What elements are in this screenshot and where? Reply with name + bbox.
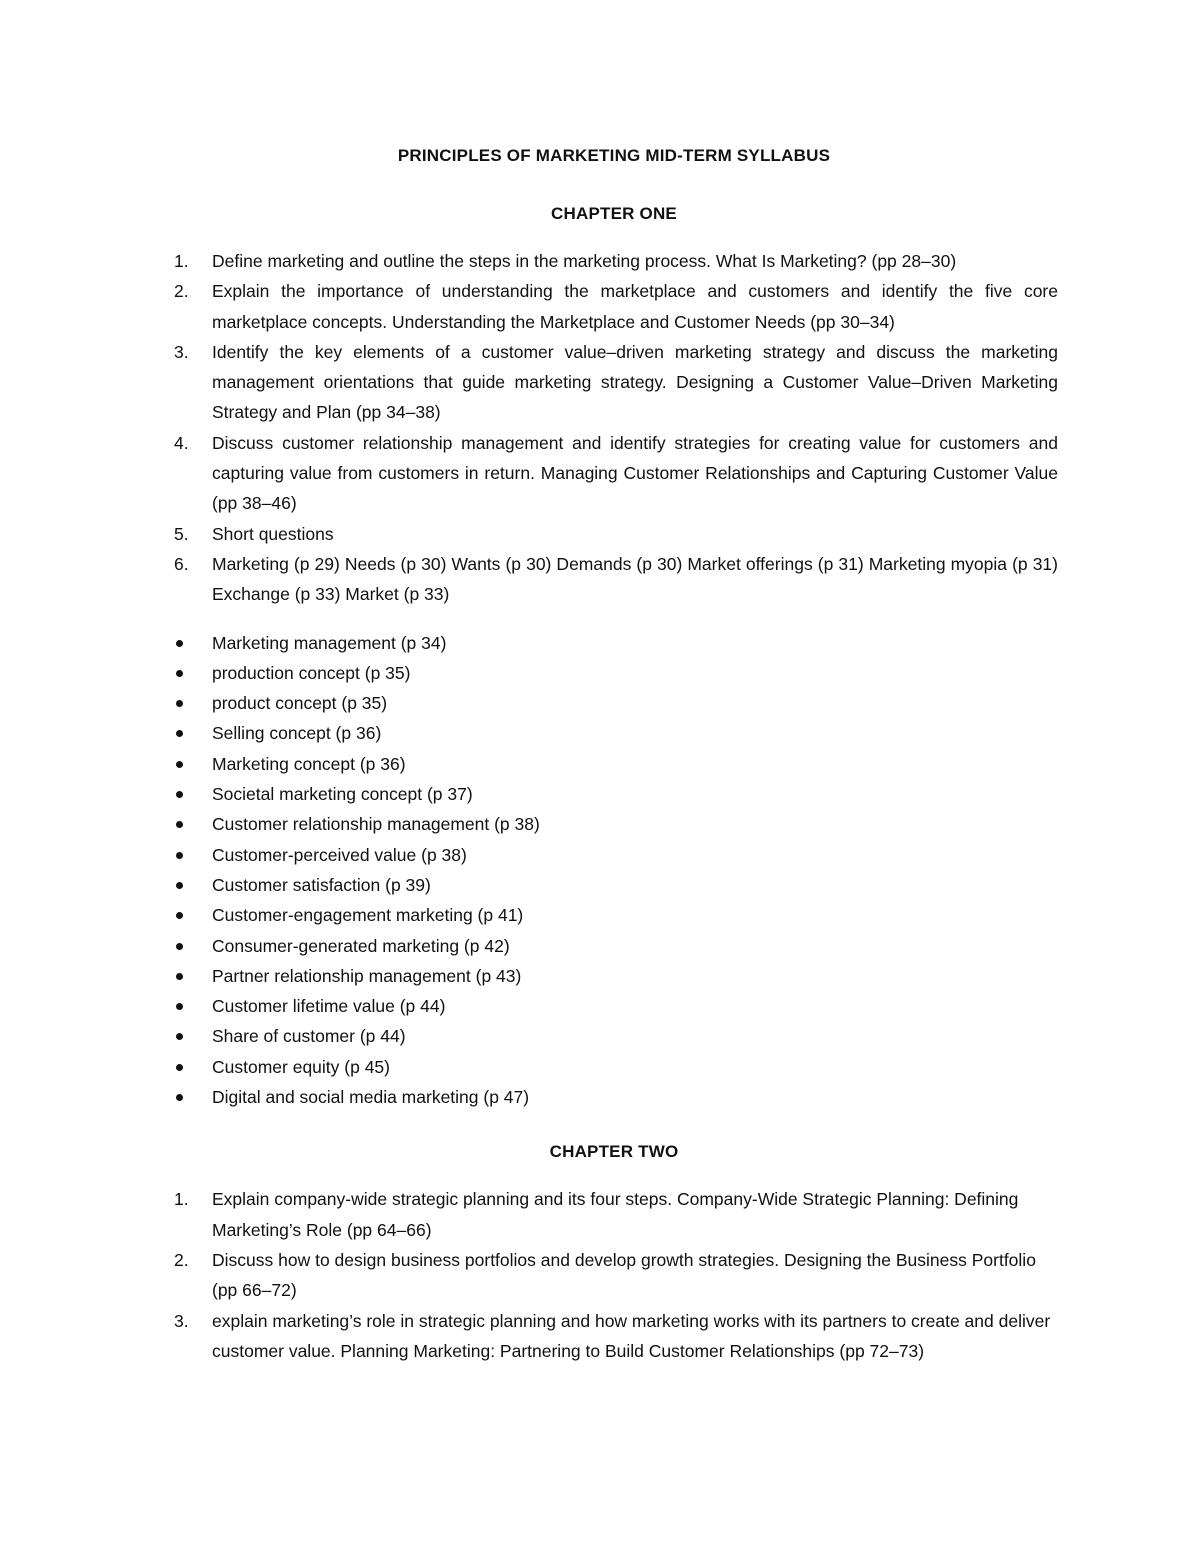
bullet-item xyxy=(170,1082,1058,1112)
bullet-item xyxy=(170,931,1058,961)
list-item-text: Explain the importance of understanding the marketplace and customers and identify the five core marketplace concepts. Understanding the Marketplace and Customer Needs (pp 30–34) xyxy=(212,281,1058,332)
bullet-item-text: Customer lifetime value (p 44) xyxy=(212,996,446,1017)
bullet-item xyxy=(170,658,1058,688)
list-item-text: Discuss how to design business portfolios and develop growth strategies. Designing the Business Portfolio (pp 66–72) xyxy=(212,1249,1036,1301)
bullet-item xyxy=(170,870,1058,900)
bullet-icon xyxy=(176,761,183,768)
list-item-text: Short questions xyxy=(212,523,334,544)
list-number: 3. xyxy=(174,341,189,362)
bullet-item-text: Societal marketing concept (p 37) xyxy=(212,784,473,805)
bullet-item-text: product concept (p 35) xyxy=(212,693,388,714)
bullet-icon xyxy=(176,700,183,707)
bullet-icon xyxy=(176,852,183,859)
bullet-item xyxy=(170,628,1058,658)
list-item-text: explain marketing’s role in strategic planning and how marketing works with its partners to create and deliver customer value. Planning Marketing: Partnering to Build Customer Relationships (pp 72–73) xyxy=(212,1310,1051,1361)
list-item-text: Identify the key elements of a customer value–driven marketing strategy and discuss the marketing management orientations that guide marketing strategy. Designing a Customer Value–Driven Marketing Strategy and Plan (pp 34–38) xyxy=(212,341,1058,423)
bullet-icon xyxy=(176,821,183,828)
chapter-one-numbered-list xyxy=(170,246,1058,610)
list-number: 4. xyxy=(174,432,189,453)
document-title: PRINCIPLES OF MARKETING MID-TERM SYLLABUS xyxy=(397,146,831,165)
bullet-item xyxy=(170,900,1058,930)
list-item xyxy=(170,519,1058,549)
bullet-item-text: Customer-engagement marketing (p 41) xyxy=(212,905,524,926)
bullet-item-text: Partner relationship management (p 43) xyxy=(212,965,522,986)
bullet-icon xyxy=(176,791,183,798)
chapter-one-bullet-list xyxy=(170,628,1058,1113)
list-number: 2. xyxy=(174,1249,189,1270)
bullet-item-text: Customer-perceived value (p 38) xyxy=(212,844,467,865)
bullet-icon xyxy=(176,973,183,980)
list-item xyxy=(170,1184,1058,1245)
bullet-item xyxy=(170,991,1058,1021)
list-item xyxy=(170,549,1058,610)
list-item-text: Explain company-wide strategic planning and its four steps. Company-Wide Strategic Planning: Defining Marketing’s Role (pp 64–66) xyxy=(212,1189,1019,1240)
list-item xyxy=(170,1245,1058,1306)
bullet-item-text: Customer satisfaction (p 39) xyxy=(212,874,431,895)
bullet-icon xyxy=(176,882,183,889)
bullet-item xyxy=(170,840,1058,870)
bullet-item-text: Selling concept (p 36) xyxy=(212,723,382,744)
bullet-item xyxy=(170,1021,1058,1051)
bullet-item xyxy=(170,749,1058,779)
bullet-icon xyxy=(176,670,183,677)
bullet-item-text: Customer equity (p 45) xyxy=(212,1056,390,1077)
bullet-item-text: Marketing concept (p 36) xyxy=(212,753,406,774)
bullet-icon xyxy=(176,943,183,950)
chapter-one-heading: CHAPTER ONE xyxy=(551,204,677,223)
bullet-icon xyxy=(176,1033,183,1040)
bullet-item-text: production concept (p 35) xyxy=(212,662,411,683)
document-content xyxy=(170,142,1058,1366)
list-item xyxy=(170,246,1058,276)
list-item xyxy=(170,1306,1058,1367)
bullet-item xyxy=(170,718,1058,748)
bullet-item-text: Digital and social media marketing (p 47) xyxy=(212,1087,530,1108)
list-number: 2. xyxy=(174,281,189,302)
bullet-item xyxy=(170,688,1058,718)
bullet-icon xyxy=(176,912,183,919)
list-number: 1. xyxy=(174,1189,189,1210)
bullet-icon xyxy=(176,1094,183,1101)
bullet-item xyxy=(170,809,1058,839)
bullet-item-text: Customer relationship management (p 38) xyxy=(212,814,540,835)
list-number: 6. xyxy=(174,553,189,574)
list-number: 5. xyxy=(174,523,189,544)
bullet-icon xyxy=(176,1003,183,1010)
list-number: 3. xyxy=(174,1310,189,1331)
list-item xyxy=(170,276,1058,337)
list-item-text: Marketing (p 29) Needs (p 30) Wants (p 30) Demands (p 30) Market offerings (p 31) Marketing myopia (p 31) Exchange (p 33) Market (p 33) xyxy=(212,553,1058,605)
bullet-item-text: Consumer-generated marketing (p 42) xyxy=(212,935,510,956)
chapter-two-numbered-list xyxy=(170,1184,1058,1366)
list-item-text: Discuss customer relationship management and identify strategies for creating value for customers and capturing value from customers in return. Managing Customer Relationships and Capturing Customer Value (pp 38–46) xyxy=(212,432,1058,514)
bullet-item xyxy=(170,961,1058,991)
bullet-icon xyxy=(176,730,183,737)
chapter-two-heading: CHAPTER TWO xyxy=(549,1142,679,1162)
bullet-icon xyxy=(176,1064,183,1071)
list-number: 1. xyxy=(174,251,189,271)
bullet-item xyxy=(170,779,1058,809)
bullet-item xyxy=(170,1052,1058,1082)
bullet-item-text: Share of customer (p 44) xyxy=(212,1026,406,1047)
list-item-text: Define marketing and outline the steps in the marketing process. What Is Marketing? (pp 28–30) xyxy=(212,251,957,271)
list-item xyxy=(170,428,1058,519)
bullet-icon xyxy=(176,640,183,647)
list-item xyxy=(170,337,1058,428)
bullet-item-text: Marketing management (p 34) xyxy=(212,632,447,653)
